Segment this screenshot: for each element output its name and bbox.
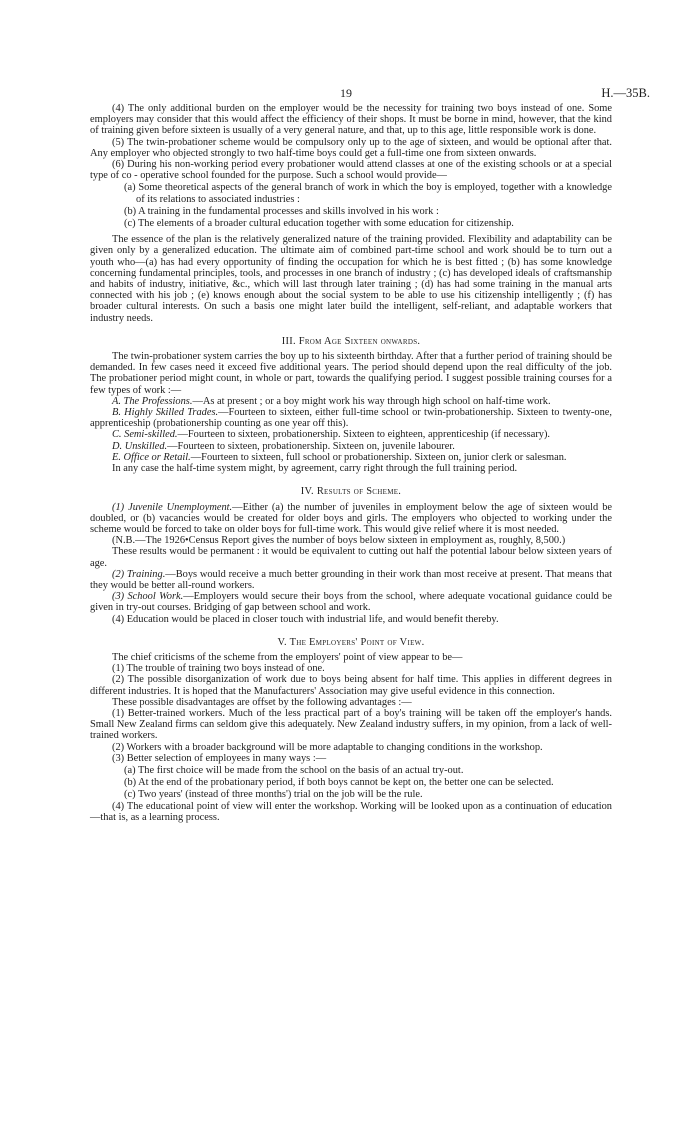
paragraph-6: (6) During his non-working period every probationer would attend classes at one of the existing schools or at a special type of co - operative school founded for the purpose. Such a school would provide—: [90, 159, 612, 182]
result-4: (4) Education would be placed in closer touch with industrial life, and would benefit thereby.: [112, 613, 499, 625]
advantage-3b: (b) At the end of the probationary period, if both boys cannot be kept on, the better one can be selected.: [124, 777, 554, 789]
course-e: E. Office or Retail.—Fourteen to sixteen, full school or probationership. Sixteen on, junior clerk or salesman.: [112, 451, 567, 463]
permanent-note: These results would be permanent : it would be equivalent to cutting out half the potential labour below sixteen years of age.: [90, 546, 612, 569]
course-c: C. Semi-skilled.—Fourteen to sixteen, probationership. Sixteen to eighteen, apprenticeship (if necessary).: [112, 429, 551, 441]
result-1: (1) Juvenile Unemployment.—Either (a) the number of juveniles in employment below the age of sixteen would be doubled, or (b) vacancies would be created for older boys and girls. The employers who objected to working under the scheme would be forced to take on older boys for full-time work. This would give relief where it is most needed.: [90, 501, 612, 535]
section-5-heading: V. The Employers' Point of View.: [277, 636, 425, 648]
section-3-intro: The twin-probationer system carries the boy up to his sixteenth birthday. After that a further period of training should be demanded. In few cases need it exceed five additional years. The period should depend upon the real difficulty of the job. The probationer period might count, in whole or part, towards the qualifying period. I suggest possible training courses for a few types of work :—: [90, 351, 612, 396]
page-number: 19: [340, 86, 352, 100]
advantage-2: (2) Workers with a broader background will be more adaptable to changing conditions in the workshop.: [112, 741, 543, 753]
advantage-4: (4) The educational point of view will enter the workshop. Working will be looked upon as a continuation of education—that is, as a learning process.: [90, 800, 612, 823]
section-5-intro: The chief criticisms of the scheme from the employers' point of view appear to be—: [112, 651, 463, 663]
advantage-1: (1) Better-trained workers. Much of the less practical part of a boy's training will be taken off the employer's hands. Small New Zealand firms can seldom give this adequately. New Zealand industry suffers, in my opinion, from a lack of well-trained workers.: [90, 707, 612, 742]
paragraph-4: (4) The only additional burden on the employer would be the necessity for training two boys instead of one. Some employers may consider that this would affect the efficiency of their shops. It must be borne in mind, however, that the kind of training given before sixteen is usually of a very general nature, and that, up to this age, little responsible work is done.: [90, 103, 612, 137]
section-3-heading: III. From Age Sixteen onwards.: [281, 335, 421, 347]
section-4-heading: IV. Results of Scheme.: [300, 486, 402, 498]
advantage-3c: (c) Two years' (instead of three months') trial on the job will be the rule.: [124, 789, 423, 801]
criticism-2: (2) The possible disorganization of work due to boys being absent for half time. This applies in different degrees in different industries. It is hoped that the Manufacturers' Association may give useful evidence in this connection.: [90, 674, 612, 697]
result-2: (2) Training.—Boys would receive a much better grounding in their work than most receive at present. That means that they would be better all-round workers.: [90, 568, 612, 591]
provision-c: (c) The elements of a broader cultural education together with some education for citizenship.: [124, 218, 514, 230]
result-3: (3) School Work.—Employers would secure their boys from the school, where adequate vocational guidance could be given in try-out courses. Bridging of gap between school and work.: [90, 591, 612, 614]
census-note: (N.B.—The 1926•Census Report gives the number of boys below sixteen in employment as, roughly, 8,500.): [112, 535, 566, 547]
section-3-closing: In any case the half-time system might, by agreement, carry right through the full training period.: [112, 463, 518, 475]
course-d: D. Unskilled.—Fourteen to sixteen, probationership. Sixteen on, juvenile labourer.: [112, 440, 455, 452]
course-b: B. Highly Skilled Trades.—Fourteen to sixteen, either full-time school or twin-probationership. Sixteen to twenty-one, apprenticeship (probationership counting as one year off this).: [90, 407, 612, 430]
offset-intro: These possible disadvantages are offset by the following advantages :—: [112, 696, 412, 708]
advantage-3a: (a) The first choice will be made from the school on the basis of an actual try-out.: [124, 764, 464, 776]
provision-a: (a) Some theoretical aspects of the general branch of work in which the boy is employed, together with a knowledge of its relations to associated industries :: [124, 182, 612, 205]
provision-b: (b) A training in the fundamental processes and skills involved in his work :: [124, 205, 439, 217]
document-reference: H.—35B.: [601, 86, 650, 100]
essence-paragraph: The essence of the plan is the relatively generalized nature of the training provided. Flexibility and adaptability can be given only by a generalized education. The ultimate aim of combined part-time school and work should be to turn out a youth who—(a) has had every opportunity of finding the occupation for which he is best fitted ; (b) has some knowledge concerning fundamental principles, tools, and processes in one branch of industry ; (c) has developed ideals of craftsmanship and habits of industry, initiative, &c., which will last through later training ; (d) has had some training in the manual arts connected with his job ; (e) knows enough about the social system to be able to use his citizenship intelligently ; (f) has broader cultural interests. On such a basis one might later build the intelligent, self-reliant, and adaptable workers that industry needs.: [90, 234, 612, 324]
document-body: [90, 103, 612, 823]
course-a: A. The Professions.—As at present ; or a boy might work his way through high school on half-time work.: [112, 395, 551, 407]
paragraph-5: (5) The twin-probationer scheme would be compulsory only up to the age of sixteen, and would be optional after that. Any employer who objected strongly to two half-time boys could get a full-time one from sixteen onwards.: [90, 136, 612, 159]
criticism-1: (1) The trouble of training two boys instead of one.: [112, 663, 325, 675]
advantage-3: (3) Better selection of employees in many ways :—: [112, 752, 327, 764]
